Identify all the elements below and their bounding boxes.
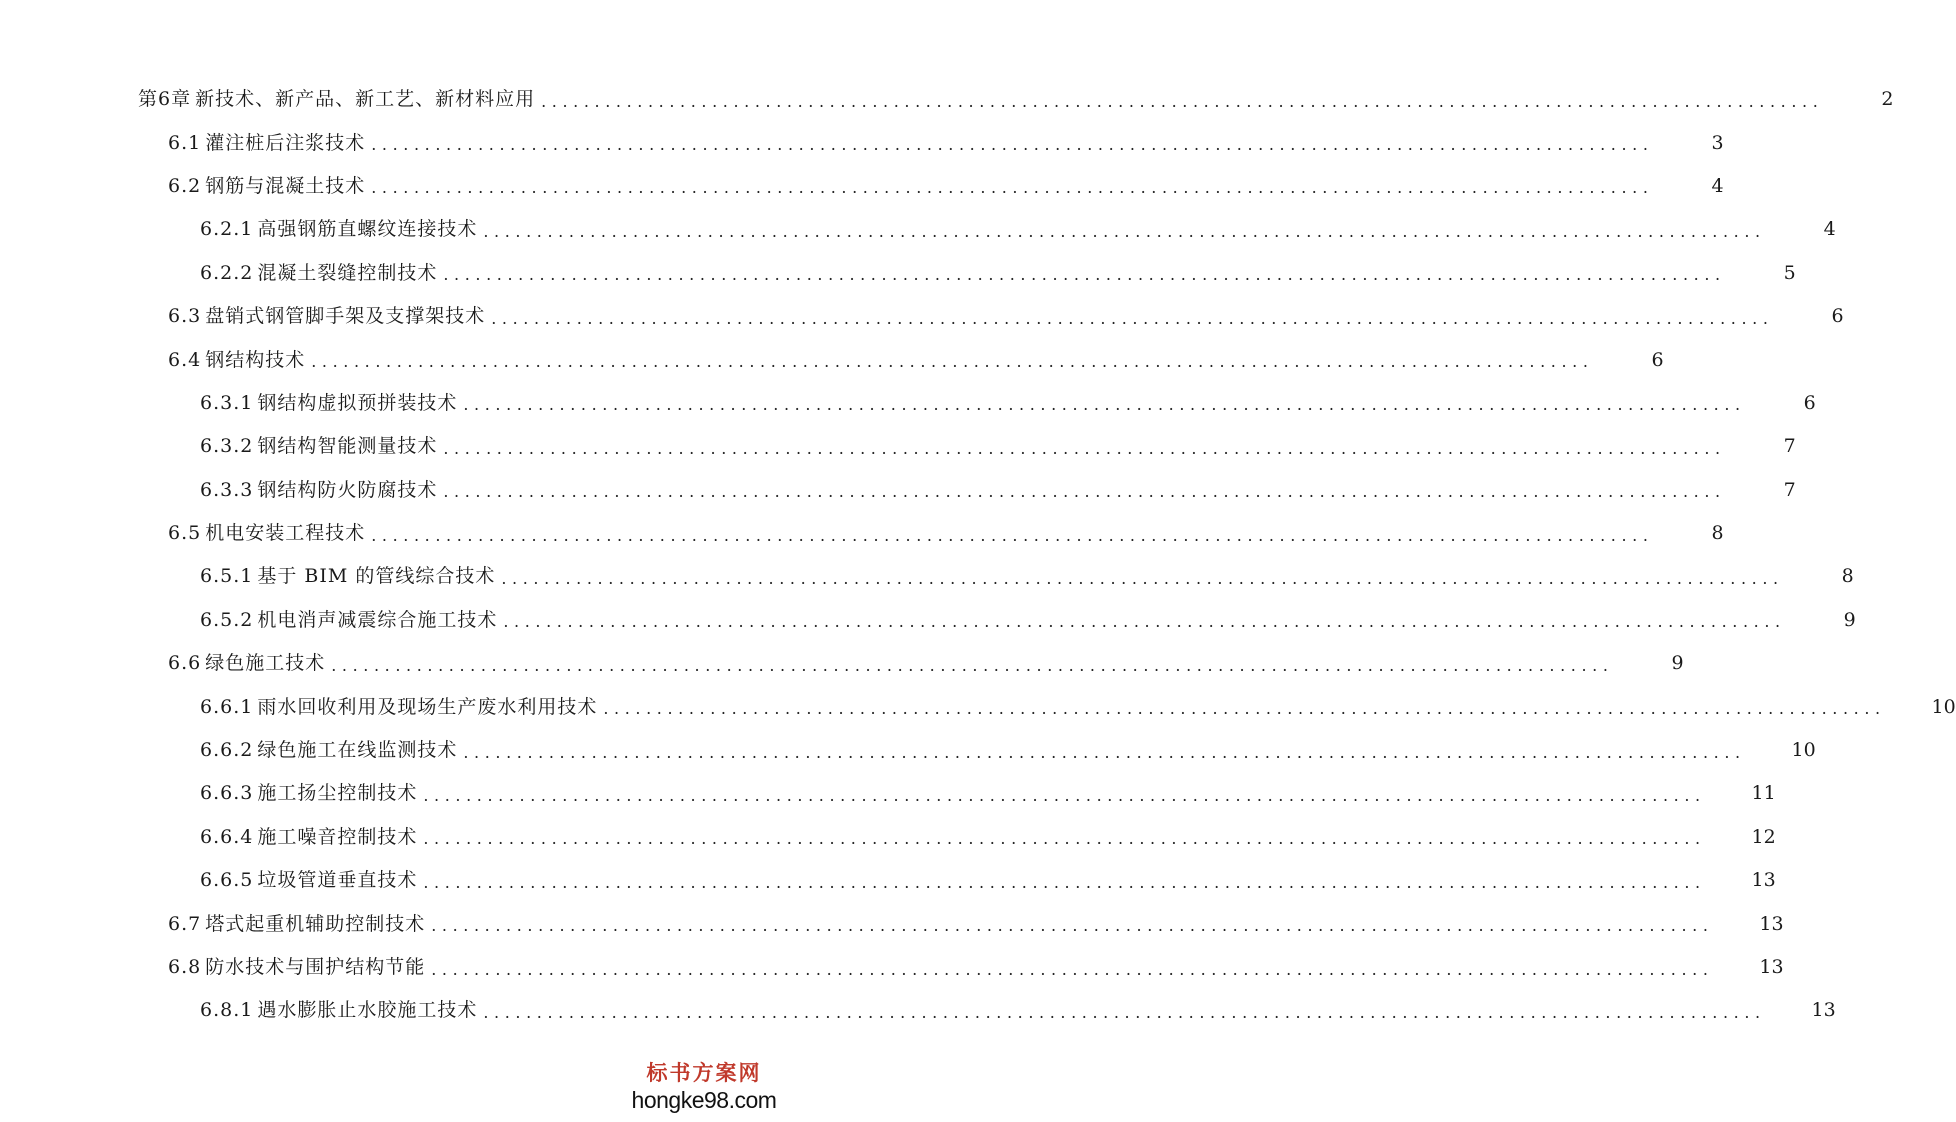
toc-entry-title: 施工噪音控制技术 xyxy=(257,825,418,848)
toc-entry[interactable] xyxy=(0,685,1956,728)
toc-entry-number: 6.2.1 xyxy=(200,218,254,241)
toc-entry[interactable] xyxy=(0,902,1784,945)
toc-entry-title: 钢结构智能测量技术 xyxy=(257,435,438,458)
toc-entry-page: 10 xyxy=(1931,695,1956,718)
toc-entry-number: 6.4 xyxy=(168,348,202,371)
toc-entry-number: 6.3.2 xyxy=(200,435,254,458)
toc-entry-title: 塔式起重机辅助控制技术 xyxy=(205,912,426,935)
toc-entry-title: 垃圾管道垂直技术 xyxy=(257,869,418,892)
toc-entry[interactable] xyxy=(0,512,1724,555)
toc-entry-page: 6 xyxy=(1651,348,1664,371)
toc-entry-page: 3 xyxy=(1711,131,1724,154)
toc-entry-number: 6.3.3 xyxy=(200,478,254,501)
watermark xyxy=(629,1057,779,1114)
toc-entry-number: 6.8.1 xyxy=(200,999,254,1022)
toc-entry-title: 盘销式钢管脚手架及支撑架技术 xyxy=(205,305,486,328)
toc-entry[interactable] xyxy=(0,165,1724,208)
toc-entry-title: 钢结构虚拟预拼装技术 xyxy=(257,391,458,414)
toc-dot-leader: ........................................................................................................................ xyxy=(431,916,1714,936)
toc-dot-leader: ........................................................................................................................ xyxy=(443,482,1726,502)
toc-entry-page: 10 xyxy=(1791,739,1816,762)
toc-entry-number: 6.5.1 xyxy=(200,565,254,588)
toc-entry-number: 6.7 xyxy=(168,912,202,935)
watermark-brand: 标书方案网 xyxy=(646,1061,762,1085)
toc-entry-page: 9 xyxy=(1671,652,1684,675)
table-of-contents xyxy=(0,78,1956,1033)
toc-entry-title: 混凝土裂缝控制技术 xyxy=(257,261,438,284)
toc-entry-page: 2 xyxy=(1881,88,1894,111)
toc-entry-title: 新技术、新产品、新工艺、新材料应用 xyxy=(195,88,536,111)
toc-entry-title: 机电消声减震综合施工技术 xyxy=(257,608,498,631)
toc-entry[interactable] xyxy=(0,469,1796,512)
watermark-url: hongke98.com xyxy=(631,1087,777,1113)
toc-entry-title: 钢筋与混凝土技术 xyxy=(205,174,366,197)
toc-entry[interactable] xyxy=(0,295,1844,338)
toc-dot-leader: ........................................................................................................................ xyxy=(423,872,1706,892)
toc-dot-leader: ........................................................................................................................ xyxy=(463,395,1746,415)
toc-entry-number: 6.6 xyxy=(168,652,202,675)
toc-dot-leader: ........................................................................................................................ xyxy=(423,829,1706,849)
toc-entry-number: 6.6.5 xyxy=(200,869,254,892)
toc-entry[interactable] xyxy=(0,772,1776,815)
toc-entry[interactable] xyxy=(0,642,1684,685)
toc-dot-leader: ........................................................................................................................ xyxy=(371,525,1654,545)
toc-entry-title: 防水技术与围护结构节能 xyxy=(205,956,426,978)
toc-dot-leader: ........................................................................................................................ xyxy=(491,308,1774,328)
toc-entry-page: 4 xyxy=(1711,174,1724,197)
toc-entry-page: 8 xyxy=(1841,565,1854,588)
toc-dot-leader: ........................................................................................................................ xyxy=(483,1002,1766,1022)
toc-entry-title: 施工扬尘控制技术 xyxy=(257,782,418,805)
toc-entry-title: 遇水膨胀止水胶施工技术 xyxy=(257,999,478,1022)
toc-entry-number: 6.6.4 xyxy=(200,825,254,848)
toc-entry-number: 6.2.2 xyxy=(200,261,254,284)
toc-entry-title: 灌注桩后注浆技术 xyxy=(205,131,366,154)
toc-entry-title: 基于 BIM 的管线综合技术 xyxy=(257,565,496,588)
toc-entry-number: 6.3.1 xyxy=(200,391,254,414)
toc-entry[interactable] xyxy=(0,729,1816,772)
toc-entry-number: 第6章 xyxy=(138,88,192,111)
toc-entry-page: 7 xyxy=(1783,478,1796,501)
toc-entry-page: 13 xyxy=(1759,912,1784,935)
toc-entry-page: 5 xyxy=(1783,261,1796,284)
toc-entry-title: 钢结构防火防腐技术 xyxy=(257,478,438,501)
toc-entry-page: 13 xyxy=(1751,869,1776,892)
toc-entry-title: 机电安装工程技术 xyxy=(205,522,366,545)
toc-entry[interactable] xyxy=(0,425,1796,468)
toc-entry-title: 绿色施工技术 xyxy=(205,652,326,675)
toc-entry-title: 雨水回收利用及现场生产废水利用技术 xyxy=(257,695,598,718)
toc-entry-title: 高强钢筋直螺纹连接技术 xyxy=(257,218,478,241)
toc-dot-leader: ........................................................................................................................ xyxy=(431,959,1714,979)
toc-entry-number: 6.6.3 xyxy=(200,782,254,805)
toc-entry-page: 6 xyxy=(1831,305,1844,328)
toc-entry[interactable] xyxy=(0,121,1724,164)
toc-entry-page: 8 xyxy=(1711,522,1724,545)
toc-entry-page: 6 xyxy=(1803,391,1816,414)
toc-entry-number: 6.3 xyxy=(168,305,202,328)
toc-entry-number: 6.1 xyxy=(168,131,202,154)
toc-entry[interactable] xyxy=(0,338,1664,381)
toc-entry[interactable] xyxy=(0,208,1836,251)
toc-entry[interactable] xyxy=(0,555,1854,598)
toc-dot-leader: ........................................................................................................................ xyxy=(311,352,1594,372)
toc-entry-page: 12 xyxy=(1751,825,1776,848)
toc-entry-title: 钢结构技术 xyxy=(205,348,306,371)
toc-dot-leader: ........................................................................................................................ xyxy=(603,699,1886,719)
toc-entry[interactable] xyxy=(0,816,1776,859)
toc-entry[interactable] xyxy=(0,946,1784,989)
toc-dot-leader: ........................................................................................................................ xyxy=(423,785,1706,805)
toc-entry-page: 13 xyxy=(1759,956,1784,978)
toc-entry[interactable] xyxy=(0,599,1856,642)
toc-dot-leader: ........................................................................................................................ xyxy=(483,221,1766,241)
toc-entry-page: 9 xyxy=(1843,608,1856,631)
toc-entry[interactable] xyxy=(0,989,1836,1032)
toc-entry-number: 6.6.2 xyxy=(200,739,254,762)
toc-entry-page: 11 xyxy=(1751,782,1776,805)
toc-dot-leader: ........................................................................................................................ xyxy=(443,265,1726,285)
toc-dot-leader: ........................................................................................................................ xyxy=(371,135,1654,155)
toc-entry[interactable] xyxy=(0,382,1816,425)
toc-entry-number: 6.5 xyxy=(168,522,202,545)
toc-entry-title: 绿色施工在线监测技术 xyxy=(257,739,458,762)
toc-dot-leader: ........................................................................................................................ xyxy=(503,612,1786,632)
toc-entry-page: 7 xyxy=(1783,435,1796,458)
toc-dot-leader: ........................................................................................................................ xyxy=(443,438,1726,458)
toc-entry[interactable] xyxy=(0,859,1776,902)
toc-dot-leader: ........................................................................................................................ xyxy=(541,91,1824,111)
toc-entry[interactable] xyxy=(0,252,1796,295)
toc-dot-leader: ........................................................................................................................ xyxy=(331,655,1614,675)
toc-entry-page: 13 xyxy=(1811,999,1836,1022)
toc-entry-number: 6.2 xyxy=(168,174,202,197)
toc-entry-page: 4 xyxy=(1823,218,1836,241)
toc-dot-leader: ........................................................................................................................ xyxy=(463,742,1746,762)
toc-entry[interactable] xyxy=(0,78,1894,121)
toc-entry-number: 6.5.2 xyxy=(200,608,254,631)
toc-dot-leader: ........................................................................................................................ xyxy=(501,568,1784,588)
toc-entry-number: 6.8 xyxy=(168,956,202,978)
toc-dot-leader: ........................................................................................................................ xyxy=(371,178,1654,198)
toc-entry-number: 6.6.1 xyxy=(200,695,254,718)
